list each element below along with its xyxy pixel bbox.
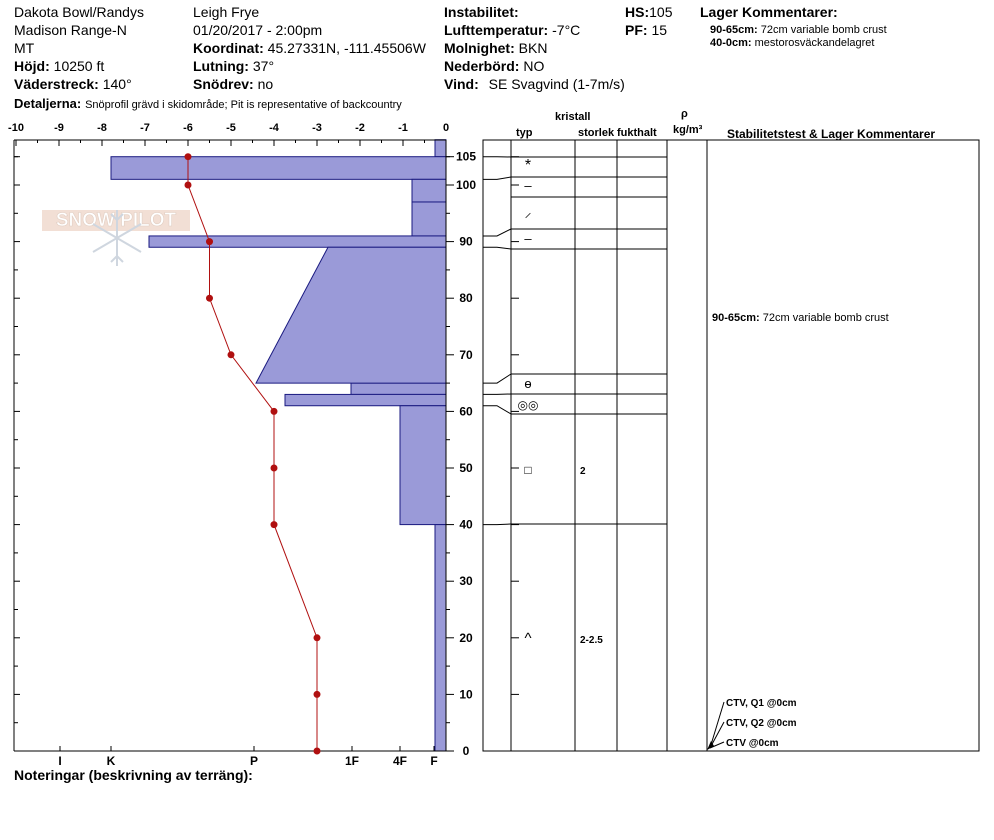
slope-label: Lutning: xyxy=(193,58,249,74)
layer-comments-title: Lager Kommentarer: xyxy=(700,4,838,20)
hardness-tick-label: K xyxy=(106,754,116,768)
height-tick-label: 100 xyxy=(455,178,477,192)
density-header: kg/m³ xyxy=(673,124,703,136)
temp-tick-label: -2 xyxy=(355,122,365,134)
coord-label: Koordinat: xyxy=(193,40,264,56)
wind-value: SE Svagvind (1-7m/s) xyxy=(488,76,625,92)
temp-tick-label: -5 xyxy=(226,122,236,134)
rho-header: ρ xyxy=(681,108,688,120)
wind-loading-label: Snödrev: xyxy=(193,76,254,92)
size-header: storlek xyxy=(578,127,615,139)
height-tick-label: 30 xyxy=(459,574,473,589)
temperature-point xyxy=(271,408,278,415)
elevation-value: 10250 ft xyxy=(53,58,105,74)
stability-test-label: CTV @0cm xyxy=(726,738,779,749)
crystal-header: kristall xyxy=(555,111,591,123)
grain-type-symbol: ^ xyxy=(524,630,532,647)
height-tick-label: 70 xyxy=(459,347,473,362)
height-tick-label: 10 xyxy=(459,687,473,702)
height-tick-label: 40 xyxy=(459,517,473,532)
airtemp-value: -7°C xyxy=(552,22,581,38)
grain-size-label: 2 xyxy=(580,466,586,477)
temp-tick-label: -10 xyxy=(8,122,24,134)
height-tick-label: 90 xyxy=(459,234,473,249)
layer-connector xyxy=(483,229,511,236)
hardness-layer xyxy=(111,157,446,180)
grain-type-symbol: ◎◎ xyxy=(517,398,539,412)
height-tick-label: 105 xyxy=(455,149,477,164)
temperature-point xyxy=(185,153,192,160)
temp-tick-label: -6 xyxy=(183,122,193,134)
layer-comment xyxy=(712,312,889,324)
hs-label: HS: xyxy=(625,4,650,20)
grain-type-symbol: * xyxy=(524,157,532,174)
location-line1: Dakota Bowl/Randys xyxy=(14,4,144,20)
observer: Leigh Frye xyxy=(193,4,260,20)
temp-tick-label: 0 xyxy=(442,122,450,134)
layer-table xyxy=(483,140,979,751)
pf-value: 15 xyxy=(651,22,668,38)
sky-value: BKN xyxy=(518,40,548,56)
grain-type-symbol: ⸝ xyxy=(524,204,532,220)
aspect-label: Väderstreck: xyxy=(14,76,99,92)
hardness-tick-label: F xyxy=(430,754,438,768)
layer-comment-text: 72cm variable bomb crust xyxy=(762,312,889,324)
temp-tick-label: -3 xyxy=(312,122,322,134)
precip-value: NO xyxy=(523,58,545,74)
temp-tick-label: -9 xyxy=(54,122,64,134)
coord-value: 45.27331N, -111.45506W xyxy=(267,40,426,56)
details-value: Snöprofil grävd i skidområde; Pit is representative of backcountry xyxy=(85,99,402,111)
hardness-layer xyxy=(351,383,446,394)
stability-test-label: CTV, Q1 @0cm xyxy=(726,698,797,709)
location-line2: Madison Range-N xyxy=(14,22,127,38)
temp-tick-label: -4 xyxy=(269,122,279,134)
hardness-tick-label: I xyxy=(58,754,62,768)
layer-connector xyxy=(483,524,511,525)
temperature-point xyxy=(271,465,278,472)
footer-notes-label: Noteringar (beskrivning av terräng): xyxy=(14,767,253,783)
temp-tick-label: -1 xyxy=(398,122,408,134)
hardness-tick-label: 4F xyxy=(392,754,408,768)
grain-type-symbol: ɵ xyxy=(524,376,532,391)
location-line3: MT xyxy=(14,40,35,56)
layer-connector xyxy=(483,247,511,249)
header-layer-comment-2-depth: 40-0cm: xyxy=(710,37,752,49)
moisture-header: fukthalt xyxy=(617,127,657,139)
height-tick-label: 0 xyxy=(462,744,470,758)
temp-tick-label: -7 xyxy=(140,122,150,134)
sky-label: Molnighet: xyxy=(444,40,515,56)
temperature-point xyxy=(271,521,278,528)
watermark-text: SNOW PILOT xyxy=(55,210,177,231)
height-tick-label: 20 xyxy=(459,630,473,645)
datetime: 01/20/2017 - 2:00pm xyxy=(193,22,323,38)
hardness-tick-label: 1F xyxy=(344,754,360,768)
hardness-tick-label: P xyxy=(249,754,259,768)
table-frame xyxy=(483,140,979,751)
hardness-layer xyxy=(149,236,446,247)
temp-tick-label: -8 xyxy=(97,122,107,134)
pf-label: PF: xyxy=(625,22,648,38)
wind-loading-value: no xyxy=(257,76,274,92)
instability-label: Instabilitet: xyxy=(444,4,519,20)
stability-test-label: CTV, Q2 @0cm xyxy=(726,718,797,729)
type-header: typ xyxy=(516,127,533,139)
slope-value: 37° xyxy=(252,58,275,74)
layer-comment-depth: 90-65cm: xyxy=(712,312,763,324)
layer-connector xyxy=(483,177,511,179)
layer-connector xyxy=(483,406,511,414)
grain-type-symbol: ‒ xyxy=(524,231,532,246)
height-tick-label: 80 xyxy=(459,291,473,306)
grain-type-symbol: ‒ xyxy=(524,178,532,193)
temperature-point xyxy=(228,351,235,358)
stability-header: Stabilitetstest & Lager Kommentarer xyxy=(727,127,936,141)
airtemp-label: Lufttemperatur: xyxy=(444,22,549,38)
temperature-point xyxy=(314,748,321,755)
hardness-profile xyxy=(111,140,446,751)
hardness-layer xyxy=(256,247,446,383)
hardness-layer xyxy=(435,140,446,157)
header-layer-comment-1-text: 72cm variable bomb crust xyxy=(760,24,887,36)
hardness-layer xyxy=(400,406,446,525)
elevation-label: Höjd: xyxy=(14,58,50,74)
temperature-point xyxy=(314,691,321,698)
header-layer-comment-2-text: mestorosväckandelagret xyxy=(754,37,875,49)
grain-type-symbol: □ xyxy=(524,463,532,477)
header-layer-comment-1-depth: 90-65cm: xyxy=(710,24,758,36)
precip-label: Nederbörd: xyxy=(444,58,520,74)
grain-size-label: 2-2.5 xyxy=(580,635,603,646)
temperature-point xyxy=(185,182,192,189)
layer-connector xyxy=(483,374,511,383)
hardness-layer xyxy=(285,394,446,405)
temperature-point xyxy=(206,238,213,245)
wind-label: Vind: xyxy=(444,76,479,92)
temperature-point xyxy=(314,634,321,641)
hardness-layer xyxy=(412,202,446,236)
details-label: Detaljerna: xyxy=(14,96,82,111)
hs-value: 105 xyxy=(649,4,673,20)
height-tick-label: 50 xyxy=(459,461,473,475)
hardness-layer xyxy=(435,525,446,751)
aspect-value: 140° xyxy=(102,76,132,92)
temperature-point xyxy=(206,295,213,302)
hardness-layer xyxy=(412,179,446,202)
height-tick-label: 60 xyxy=(459,404,473,419)
